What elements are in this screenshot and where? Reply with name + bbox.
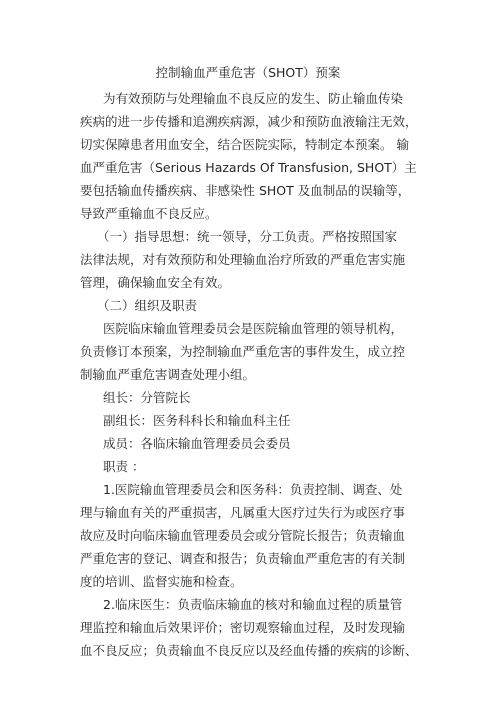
body-line: 血严重危害（Serious Hazards Of Transfusion, SHOT）主	[80, 160, 417, 175]
document-title: 控制输血严重危害（SHOT）预案	[155, 65, 341, 80]
body-line: 血不良反应；负责输血不良反应以及经血传播的疾病的诊断、	[80, 643, 418, 658]
body-line: （一）指导思想：统一领导，分工负责。严格按照国家	[97, 229, 398, 244]
body-line: （二）组织及职责	[97, 298, 198, 313]
body-line: 制输血严重危害调查处理小组。	[80, 367, 256, 382]
body-line: 理监控和输血后效果评价；密切观察输血过程，及时发现输	[80, 620, 406, 635]
body-line: 副组长：医务科科长和输血科主任	[103, 413, 291, 428]
body-line: 度的培训、监督实施和检查。	[80, 574, 243, 589]
body-line: 成员：各临床输血管理委员会委员	[103, 436, 291, 451]
body-line: 要包括输血传播疾病、非感染性 SHOT 及血制品的误输等，	[80, 183, 411, 198]
body-line: 疾病的进一步传播和追溯疾病源，减少和预防血液输注无效，	[80, 114, 418, 129]
body-line: 医院临床输血管理委员会是医院输血管理的领导机构，	[103, 321, 404, 336]
body-line: 严重危害的登记、调查和报告；负责输血严重危害的有关制	[80, 551, 406, 566]
body-line: 导致严重输血不良反应。	[80, 206, 218, 221]
body-line: 理与输血有关的严重损害，凡属重大医疗过失行为或医疗事	[80, 505, 406, 520]
body-line: 为有效预防与处理输血不良反应的发生、防止输血传染	[103, 91, 404, 106]
body-line: 职责 ：	[103, 459, 145, 474]
body-line: 故应及时向临床输血管理委员会或分管院长报告；负责输血	[80, 528, 406, 543]
body-line: 2.临床医生：负责临床输血的核对和输血过程的质量管	[103, 597, 403, 612]
body-line: 负责修订本预案，为控制输血严重危害的事件发生，成立控	[80, 344, 406, 359]
body-line: 管理，确保输血安全有效。	[80, 275, 231, 290]
body-line: 1.医院输血管理委员会和医务科：负责控制、调查、处	[103, 482, 403, 497]
body-line: 切实保障患者用血安全，结合医院实际，特制定本预案。 输	[80, 137, 409, 152]
body-line: 组长：分管院长	[103, 390, 191, 405]
body-line: 法律法规，对有效预防和处理输血治疗所致的严重危害实施	[80, 252, 406, 267]
